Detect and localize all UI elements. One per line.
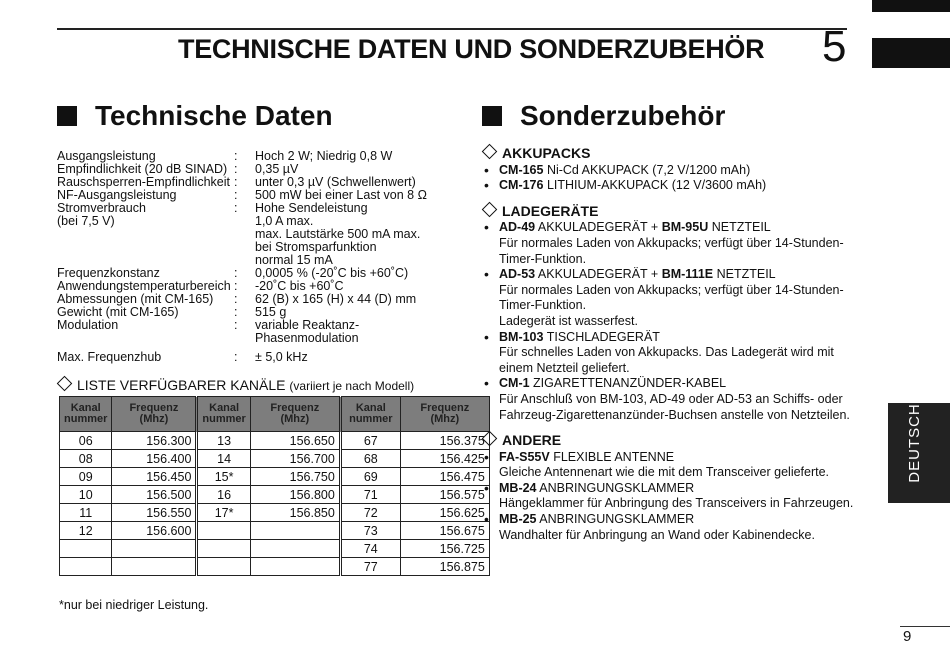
spec-value: unter 0,3 µV (Schwellenwert)	[255, 175, 416, 189]
page-number: 9	[903, 628, 912, 645]
accessory-item	[482, 220, 872, 236]
accessory-code: MB-24	[499, 480, 537, 495]
table-cell: 156.650	[250, 432, 340, 450]
accessory-item	[482, 330, 872, 346]
chapter-number: 5	[822, 22, 847, 71]
table-row	[60, 504, 490, 522]
accessory-group-heading	[482, 146, 872, 162]
table-cell: 156.725	[400, 540, 489, 558]
table-cell	[112, 558, 197, 576]
accessory-name: NETZTEIL	[708, 220, 771, 235]
table-cell: 67	[340, 432, 400, 450]
accessory-description: Für normales Laden von Akkupacks; verfügt über 14-Stunden-	[499, 235, 844, 250]
spec-value: Hohe Sendeleistung	[255, 201, 368, 215]
diamond-icon	[482, 144, 498, 160]
table-cell: 156.475	[400, 468, 489, 486]
spec-value: variable Reaktanz-	[255, 318, 360, 332]
diamond-icon	[482, 202, 498, 218]
table-row	[60, 558, 490, 576]
table-cell	[60, 558, 112, 576]
spec-colon: :	[234, 350, 238, 364]
channel-list-note: (variiert je nach Modell)	[289, 379, 415, 393]
spec-row	[57, 319, 427, 332]
accessory-item	[482, 267, 872, 283]
spec-colon	[234, 228, 255, 241]
table-cell: 14	[197, 450, 250, 468]
accessory-name: NETZTEIL	[713, 267, 776, 282]
table-cell	[197, 540, 250, 558]
accessory-group-heading-text: AKKUPACKS	[502, 145, 591, 161]
spec-label: Max. Frequenzhub	[57, 350, 162, 364]
spec-label: Gewicht (mit CM-165)	[57, 305, 179, 319]
spec-row	[57, 351, 427, 364]
spec-label: (bei 7,5 V)	[57, 214, 115, 228]
table-cell: 74	[340, 540, 400, 558]
accessory-description: Für schnelles Laden von Akkupacks. Das Ladegerät wird mit	[499, 345, 834, 360]
accessory-code: BM-111E	[661, 267, 714, 282]
spec-label	[57, 241, 234, 254]
spec-colon: :	[234, 305, 238, 319]
accessory-description: Timer-Funktion.	[499, 251, 587, 266]
spec-label: Empfindlichkeit (20 dB SINAD)	[57, 162, 228, 176]
accessory-name: ANBRINGUNGSKLAMMER	[536, 512, 695, 527]
spec-label: Frequenzkonstanz	[57, 266, 160, 280]
channel-table	[59, 396, 490, 576]
table-header-cell: Frequenz (Mhz)	[112, 397, 197, 432]
accessory-name: Ni-Cd AKKUPACK (7,2 V/1200 mAh)	[543, 162, 751, 177]
accessory-item	[482, 481, 872, 497]
table-cell: 156.375	[400, 432, 489, 450]
spec-colon: :	[234, 201, 238, 215]
table-header-cell: Kanal nummer	[60, 397, 112, 432]
spec-colon	[234, 332, 255, 345]
table-cell: 13	[197, 432, 250, 450]
accessory-item	[482, 178, 872, 194]
spec-value: 62 (B) x 165 (H) x 44 (D) mm	[255, 292, 417, 306]
spec-value: -20˚C bis +60˚C	[255, 279, 344, 293]
spec-label: Ausgangsleistung	[57, 149, 156, 163]
spec-row	[57, 332, 427, 345]
table-cell: 77	[340, 558, 400, 576]
page-rule	[900, 626, 950, 627]
specs-list	[57, 150, 427, 364]
accessory-code: BM-103	[499, 329, 544, 344]
accessory-group-heading-text: ANDERE	[502, 432, 562, 449]
accessory-name: AKKULADEGERÄT +	[535, 220, 662, 235]
spec-value: normal 15 mA	[255, 253, 333, 267]
table-cell	[112, 540, 197, 558]
spec-value: 0,0005 % (-20˚C bis +60˚C)	[255, 266, 409, 280]
table-header-cell: Kanal nummer	[197, 397, 250, 432]
spec-value: bei Stromsparfunktion	[255, 240, 377, 254]
table-header-cell: Frequenz (Mhz)	[250, 397, 340, 432]
spec-label: NF-Ausgangsleistung	[57, 188, 177, 202]
table-cell: 71	[340, 486, 400, 504]
spec-value: 1,0 A max.	[255, 214, 314, 228]
table-cell: 11	[60, 504, 112, 522]
accessory-code: BM-95U	[661, 220, 709, 235]
table-cell: 156.800	[250, 486, 340, 504]
accessory-name: ANBRINGUNGSKLAMMER	[536, 480, 695, 495]
table-cell: 156.400	[112, 450, 197, 468]
table-header-cell: Kanal nummer	[340, 397, 400, 432]
accessory-group-heading	[482, 433, 872, 449]
table-cell: 156.450	[112, 468, 197, 486]
diamond-icon	[57, 376, 73, 392]
accessory-description: Für Anschluß von BM-103, AD-49 oder AD-53 an Schiffs- oder	[499, 391, 843, 406]
spec-colon: :	[234, 149, 238, 163]
spec-colon: :	[234, 279, 238, 293]
channel-list-title-text: LISTE VERFÜGBARER KANÄLE	[77, 377, 286, 393]
accessories-section-title	[482, 100, 725, 132]
table-cell: 156.600	[112, 522, 197, 540]
table-cell	[60, 540, 112, 558]
table-cell	[250, 558, 340, 576]
table-cell: 156.675	[400, 522, 489, 540]
chapter-title: TECHNISCHE DATEN UND SONDERZUBEHÖR	[178, 34, 765, 64]
square-bullet-icon	[57, 106, 77, 126]
table-row	[60, 450, 490, 468]
table-cell: 09	[60, 468, 112, 486]
accessory-code: MB-25	[499, 512, 537, 527]
spec-label: Anwendungstemperaturbereich	[57, 279, 231, 293]
spec-label: Modulation	[57, 318, 119, 332]
accessory-name: FLEXIBLE ANTENNE	[549, 449, 675, 464]
table-row	[60, 468, 490, 486]
accessory-name: TISCHLADEGERÄT	[543, 329, 660, 344]
spec-label: Abmessungen (mit CM-165)	[57, 292, 214, 306]
table-cell: 156.750	[250, 468, 340, 486]
accessory-group-heading	[482, 204, 872, 220]
accessory-item	[482, 376, 872, 392]
specs-section-title	[57, 100, 333, 132]
channel-table-header	[60, 397, 490, 432]
accessory-code: CM-165	[499, 162, 544, 177]
table-cell: 16	[197, 486, 250, 504]
table-cell: 10	[60, 486, 112, 504]
accessory-name: ZIGARETTENANZÜNDER-KABEL	[529, 376, 727, 391]
table-cell: 156.875	[400, 558, 489, 576]
spec-colon	[234, 254, 255, 267]
spec-value: 515 g	[255, 305, 287, 319]
spec-colon: :	[234, 266, 238, 280]
accessory-code: CM-1	[499, 376, 530, 391]
spec-value: 500 mW bei einer Last von 8 Ω	[255, 188, 427, 202]
language-tab	[888, 403, 950, 503]
accessory-description: Wandhalter für Anbringung an Wand oder Kabinendecke.	[499, 527, 815, 542]
table-cell: 17*	[197, 504, 250, 522]
accessory-item	[482, 450, 872, 466]
spec-row	[57, 241, 427, 254]
channel-list-title	[57, 377, 414, 393]
table-row	[60, 486, 490, 504]
spec-label: Stromverbrauch	[57, 201, 146, 215]
spec-value: Phasenmodulation	[255, 331, 359, 345]
spec-colon: :	[234, 318, 238, 332]
table-cell: 12	[60, 522, 112, 540]
table-cell	[197, 558, 250, 576]
spec-label	[57, 228, 234, 241]
diamond-icon	[482, 431, 498, 447]
accessory-group-heading-text: LADEGERÄTE	[502, 202, 599, 219]
spec-label: Rauschsperren-Empfindlichkeit	[57, 175, 230, 189]
accessory-code: AD-49	[499, 220, 536, 235]
accessory-description: Gleiche Antennenart wie die mit dem Transceiver geliefertе.	[499, 465, 830, 480]
accessory-item	[482, 512, 872, 528]
table-footnote: *nur bei niedriger Leistung.	[59, 598, 209, 612]
table-cell: 156.850	[250, 504, 340, 522]
accessory-code: FA-S55V	[499, 449, 550, 464]
spec-colon	[234, 241, 255, 254]
spec-colon: :	[234, 162, 238, 176]
table-row	[60, 540, 490, 558]
accessory-item	[482, 163, 872, 179]
spec-colon	[234, 215, 255, 228]
table-cell: 156.300	[112, 432, 197, 450]
chapter-tab-marker	[872, 0, 950, 12]
accessories-list	[482, 146, 872, 543]
table-row	[60, 432, 490, 450]
table-cell: 15*	[197, 468, 250, 486]
accessory-name: AKKULADEGERÄT +	[535, 267, 662, 282]
accessory-code: CM-176	[499, 178, 544, 193]
accessories-title-text: Sonderzubehör	[520, 100, 726, 131]
table-cell: 156.700	[250, 450, 340, 468]
spec-colon: :	[234, 292, 238, 306]
table-cell	[197, 522, 250, 540]
accessory-code: AD-53	[499, 267, 536, 282]
accessory-description: Hängeklammer für Anbringung des Transceivers in Fahrzeugen.	[499, 496, 854, 511]
spec-value: Hoch 2 W; Niedrig 0,8 W	[255, 149, 393, 163]
table-cell: 156.500	[112, 486, 197, 504]
table-cell: 69	[340, 468, 400, 486]
accessory-name: LITHIUM-AKKUPACK (12 V/3600 mAh)	[543, 178, 767, 193]
language-tab-label: DEUTSCH	[906, 403, 923, 483]
table-row	[60, 522, 490, 540]
square-bullet-icon	[482, 106, 502, 126]
chapter-tab-marker	[872, 38, 950, 68]
table-cell: 156.575	[400, 486, 489, 504]
table-cell: 73	[340, 522, 400, 540]
table-cell: 156.625	[400, 504, 489, 522]
table-header-cell: Frequenz (Mhz)	[400, 397, 489, 432]
table-cell: 72	[340, 504, 400, 522]
accessory-description: Für normales Laden von Akkupacks; verfügt über 14-Stunden-	[499, 282, 844, 297]
table-cell: 156.550	[112, 504, 197, 522]
table-cell: 68	[340, 450, 400, 468]
header-rule	[57, 28, 847, 30]
table-cell: 156.425	[400, 450, 489, 468]
accessory-description: einem Netzteil geliefert.	[499, 360, 630, 375]
table-cell: 08	[60, 450, 112, 468]
accessory-description: Ladegerät ist wasserfest.	[499, 313, 638, 328]
accessory-description: Timer-Funktion.	[499, 298, 587, 313]
table-cell	[250, 522, 340, 540]
table-cell: 06	[60, 432, 112, 450]
accessory-description: Fahrzeug-Zigarettenanzünder-Buchsen anstelle von Netzteilen.	[499, 407, 850, 422]
specs-title-text: Technische Daten	[95, 100, 333, 131]
spec-colon: :	[234, 188, 238, 202]
spec-value: ± 5,0 kHz	[255, 350, 308, 364]
spec-value: max. Lautstärke 500 mA max.	[255, 227, 421, 241]
spec-value: 0,35 µV	[255, 162, 299, 176]
table-cell	[250, 540, 340, 558]
spec-label	[57, 332, 234, 345]
spec-colon: :	[234, 175, 238, 189]
